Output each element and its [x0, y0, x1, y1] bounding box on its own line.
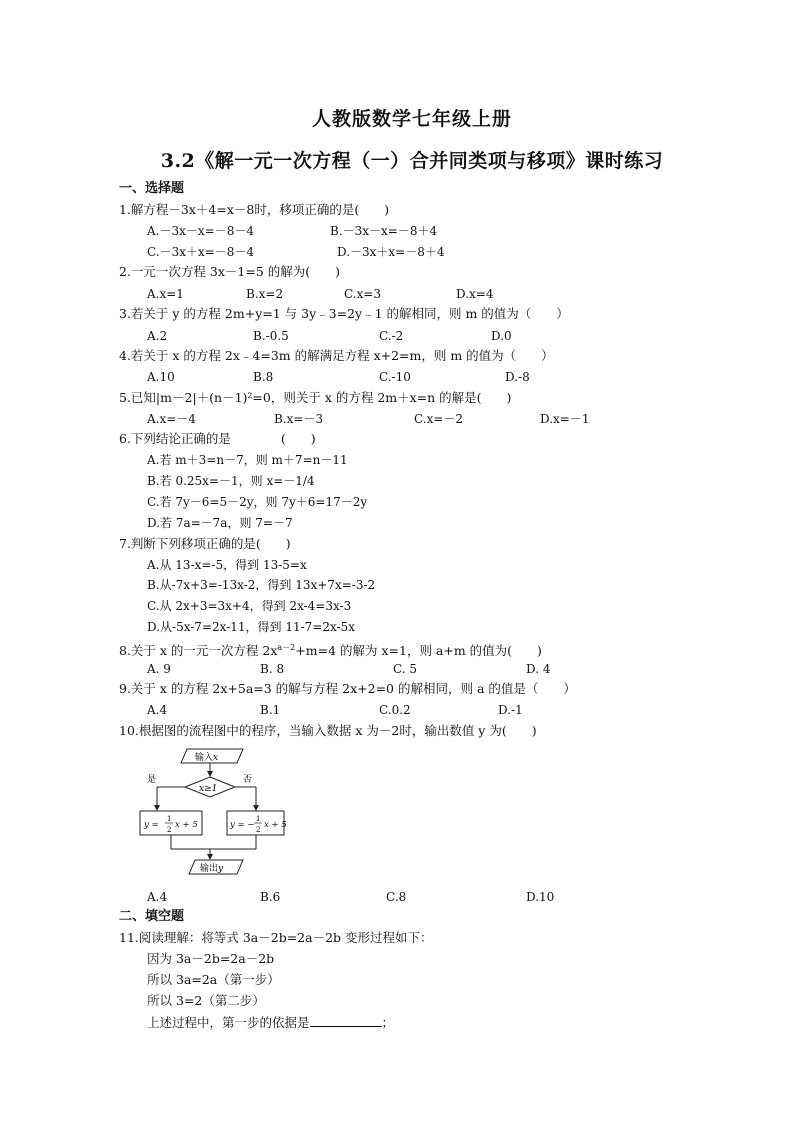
- question-10-option-c: C.8: [386, 890, 407, 904]
- flowchart-condition: x≥1: [199, 784, 218, 794]
- section-heading-fill-in: 二、填空题: [119, 909, 185, 924]
- question-9-stem: 9.关于 x 的方程 2x+5a=3 的解与方程 2x+2=0 的解相同，则 a 的值是（ ）: [119, 681, 576, 696]
- question-7-option-b: B.从-7x+3=-13x-2，得到 13x+7x=-3-2: [147, 578, 376, 592]
- question-8-exponent: a－2: [277, 643, 296, 652]
- question-11-line-4: [147, 1014, 394, 1031]
- answer-blank[interactable]: [310, 1014, 382, 1027]
- flowchart-right-formula-start: y = −: [230, 820, 255, 830]
- question-8-option-b: B. 8: [260, 662, 285, 676]
- question-10-stem: 10.根据图的流程图中的程序，当输入数据 x 为－2时，输出数值 y 为( ): [119, 723, 537, 738]
- question-8-stem-end: +m=4 的解为 x=1，则 a+m 的值为( ): [295, 643, 542, 659]
- question-9-option-b: B.1: [260, 703, 281, 717]
- question-6-option-c: C.若 7y－6=5－2y，则 7y＋6=17－2y: [147, 495, 368, 509]
- question-11-prompt: 上述过程中，第一步的依据是: [147, 1015, 310, 1030]
- question-2-stem: 2.一元一次方程 3x－1=5 的解为( ): [119, 264, 341, 279]
- question-6-stem: 6.下列结论正确的是 ( ): [119, 431, 316, 446]
- question-1-option-c: C.－3x＋x=－8－4: [147, 245, 255, 259]
- question-6-option-d: D.若 7a=－7a，则 7=－7: [147, 516, 293, 530]
- flowchart-no-label: 否: [243, 775, 253, 785]
- question-5-option-a: A.x=－4: [147, 412, 196, 426]
- question-3-option-d: D.0: [491, 329, 512, 343]
- question-4-option-b: B.8: [253, 370, 274, 384]
- question-8-option-d: D. 4: [526, 662, 551, 676]
- question-6-option-b: B.若 0.25x=－1，则 x=－1/4: [147, 474, 315, 488]
- question-9-option-c: C.0.2: [379, 703, 411, 717]
- question-5-stem: 5.已知|m－2|＋(n－1)²=0，则关于 x 的方程 2m＋x=n 的解是( ): [119, 390, 512, 405]
- question-6-option-a: A.若 m＋3=n－7，则 m＋7=n－11: [147, 453, 348, 467]
- question-3-option-a: A.2: [147, 329, 168, 343]
- question-2-option-a: A.x=1: [147, 287, 184, 301]
- question-2-option-b: B.x=2: [246, 287, 284, 301]
- flowchart-left-denominator: 2: [167, 826, 172, 834]
- question-11-stem: 11.阅读理解：将等式 3a－2b=2a－2b 变形过程如下：: [119, 930, 433, 945]
- question-5-option-d: D.x=－1: [540, 412, 590, 426]
- page-title: 人教版数学七年级上册: [311, 108, 512, 130]
- question-1-option-a: A.－3x－x=－8－4: [147, 224, 254, 238]
- question-1-stem: 1.解方程－3x＋4=x－8时，移项正确的是( ): [119, 202, 390, 217]
- flowchart-right-denominator: 2: [256, 826, 261, 834]
- flowchart-left-numerator: 1: [167, 815, 172, 823]
- page-subtitle: 3.2《解一元一次方程（一）合并同类项与移项》课时练习: [160, 150, 664, 172]
- question-10-option-a: A.4: [147, 890, 168, 904]
- question-8-option-a: A. 9: [147, 662, 171, 676]
- question-9-option-a: A.4: [147, 703, 168, 717]
- question-4-option-d: D.-8: [505, 370, 530, 384]
- flowchart-left-formula-start: y =: [144, 820, 159, 830]
- flowchart-yes-label: 是: [147, 775, 157, 785]
- question-4-stem: 4.若关于 x 的方程 2x﹣4=3m 的解满足方程 x+2=m，则 m 的值为（ ）: [119, 348, 554, 363]
- flowchart-right-formula-end: x + 5: [264, 820, 287, 830]
- flowchart-right-numerator: 1: [256, 815, 261, 823]
- question-1-option-d: D.－3x＋x=－8＋4: [337, 245, 445, 259]
- flowchart-input-label: 输入x: [195, 753, 219, 763]
- question-3-option-c: C.-2: [379, 329, 404, 343]
- question-7-stem: 7.判断下列移项正确的是( ): [119, 536, 291, 551]
- question-11-line-2: 所以 3a=2a（第一步）: [147, 972, 280, 987]
- question-7-option-c: C.从 2x+3=3x+4，得到 2x-4=3x-3: [147, 599, 352, 613]
- question-9-option-d: D.-1: [498, 703, 523, 717]
- question-5-option-c: C.x=－2: [414, 412, 464, 426]
- question-2-option-c: C.x=3: [344, 287, 382, 301]
- question-8-stem-start: 8.关于 x 的一元一次方程 2x: [119, 643, 278, 659]
- question-11-line-1: 因为 3a－2b=2a－2b: [147, 951, 275, 966]
- question-1-option-b: B.－3x－x=－8＋4: [330, 224, 438, 238]
- question-11-line-3: 所以 3=2（第二步）: [147, 993, 265, 1008]
- section-heading-choice: 一、选择题: [119, 181, 185, 196]
- question-10-option-d: D.10: [526, 890, 555, 904]
- question-5-option-b: B.x=－3: [274, 412, 324, 426]
- question-3-option-b: B.-0.5: [253, 329, 289, 343]
- question-8-option-c: C. 5: [393, 662, 418, 676]
- question-8-stem: [119, 640, 542, 659]
- question-3-stem: 3.若关于 y 的方程 2m+y=1 与 3y﹣3=2y﹣1 的解相同，则 m 的值为（ ）: [119, 306, 569, 321]
- question-10-option-b: B.6: [260, 890, 281, 904]
- question-11-end: ；: [381, 1015, 395, 1030]
- question-4-option-c: C.-10: [379, 370, 411, 384]
- question-7-option-d: D.从-5x-7=2x-11，得到 11-7=2x-5x: [147, 620, 355, 634]
- question-7-option-a: A.从 13-x=-5，得到 13-5=x: [147, 558, 307, 572]
- flowchart-output-label: 输出y: [200, 864, 224, 874]
- question-2-option-d: D.x=4: [456, 287, 494, 301]
- flowchart-left-formula-end: x + 5: [175, 820, 198, 830]
- question-4-option-a: A.10: [147, 370, 175, 384]
- flowchart-diagram: [139, 747, 289, 879]
